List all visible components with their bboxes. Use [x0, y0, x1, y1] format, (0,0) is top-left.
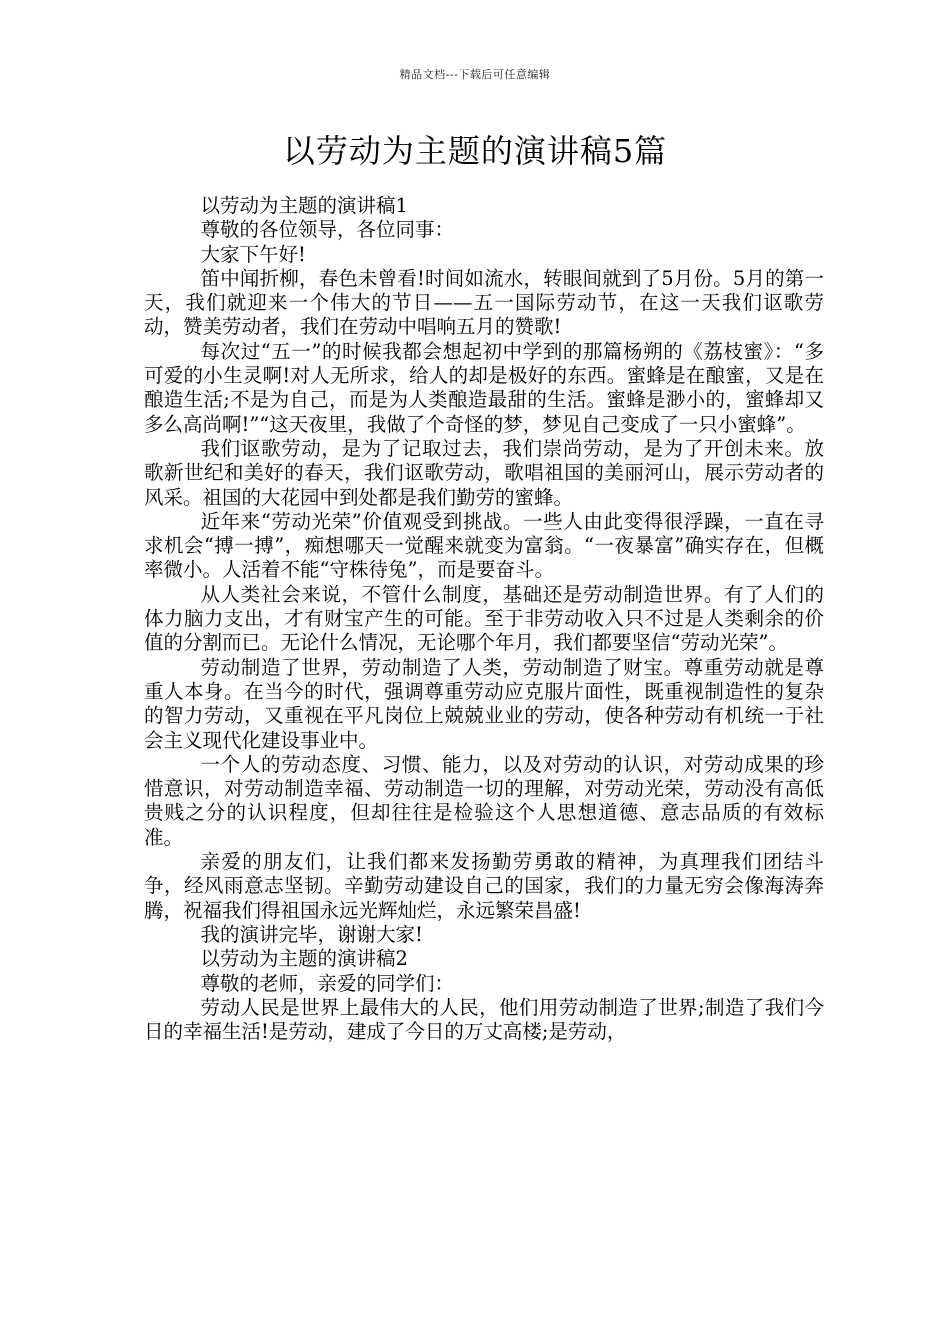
paragraph: 劳动人民是世界上最伟大的人民，他们用劳动制造了世界;制造了我们今日的幸福生活!是劳动，建成了今日的万丈高楼;是劳动， — [144, 995, 824, 1044]
paragraph: 大家下午好! — [200, 242, 306, 266]
paragraph: 劳动制造了世界，劳动制造了人类，劳动制造了财宝。尊重劳动就是尊重人本身。在当今的时代，强调尊重劳动应克服片面性，既重视制造性的复杂的智力劳动，又重视在平凡岗位上兢兢业业的劳动，使各种劳动有机统一于社会主义现代化建设事业中。 — [144, 655, 824, 752]
paragraph: 我的演讲完毕，谢谢大家! — [200, 922, 423, 946]
paragraph: 笛中闻折柳，春色未曾看!时间如流水，转眼间就到了5月份。5月的第一天，我们就迎来一个伟大的节日——五一国际劳动节，在这一天我们讴歌劳动，赞美劳动者，我们在劳动中唱响五月的赞歌! — [144, 266, 824, 339]
paragraph: 从人类社会来说，不管什么制度，基础还是劳动制造世界。有了人们的体力脑力支出，才有财宝产生的可能。至于非劳动收入只不过是人类剩余的价值的分割而已。无论什么情况，无论哪个年月，我们都要坚信“劳动光荣”。 — [144, 582, 824, 655]
paragraph: 我们讴歌劳动，是为了记取过去，我们崇尚劳动，是为了开创未来。放歌新世纪和美好的春天，我们讴歌劳动，歌唱祖国的美丽河山，展示劳动者的风采。祖国的大花园中到处都是我们勤劳的蜜蜂。 — [144, 436, 824, 509]
paragraph: 近年来“劳动光荣”价值观受到挑战。一些人由此变得很浮躁，一直在寻求机会“搏一搏”，痴想哪天一觉醒来就变为富翁。“一夜暴富”确实存在，但概率微小。人活着不能“守株待兔”，而是要奋斗。 — [144, 509, 824, 582]
paragraph: 亲爱的朋友们，让我们都来发扬勤劳勇敢的精神，为真理我们团结斗争，经风雨意志坚韧。辛勤劳动建设自己的国家，我们的力量无穷会像海涛奔腾，祝福我们得祖国永远光辉灿烂，永远繁荣昌盛! — [144, 850, 824, 922]
paragraph: 以劳动为主题的演讲稿1 — [200, 194, 408, 217]
paragraph: 尊敬的老师，亲爱的同学们： — [200, 971, 455, 995]
paragraph: 一个人的劳动态度、习惯、能力，以及对劳动的认识，对劳动成果的珍惜意识，对劳动制造幸福、劳动制造一切的理解，对劳动光荣，劳动没有高低贵贱之分的认识程度，但却往往是检验这个人思想道德、意志品质的有效标准。 — [144, 752, 824, 849]
document-body — [144, 194, 824, 1044]
paragraph: 以劳动为主题的演讲稿2 — [200, 947, 408, 971]
header-note: 精品文档---下载后可任意编辑 — [399, 68, 551, 81]
paragraph: 每次过“五一”的时候我都会想起初中学到的那篇杨朔的《荔枝蜜》：“多可爱的小生灵啊!对人无所求，给人的却是极好的东西。蜜蜂是在酿蜜，又是在酿造生活;不是为自己，而是为人类酿造最甜的生活。蜜蜂是渺小的，蜜蜂却又多么高尚啊!”“这天夜里，我做了个奇怪的梦，梦见自己变成了一只小蜜蜂”。 — [144, 339, 824, 436]
paragraph: 尊敬的各位领导，各位同事： — [200, 218, 455, 242]
document-title: 以劳动为主题的演讲稿5篇 — [282, 132, 668, 170]
